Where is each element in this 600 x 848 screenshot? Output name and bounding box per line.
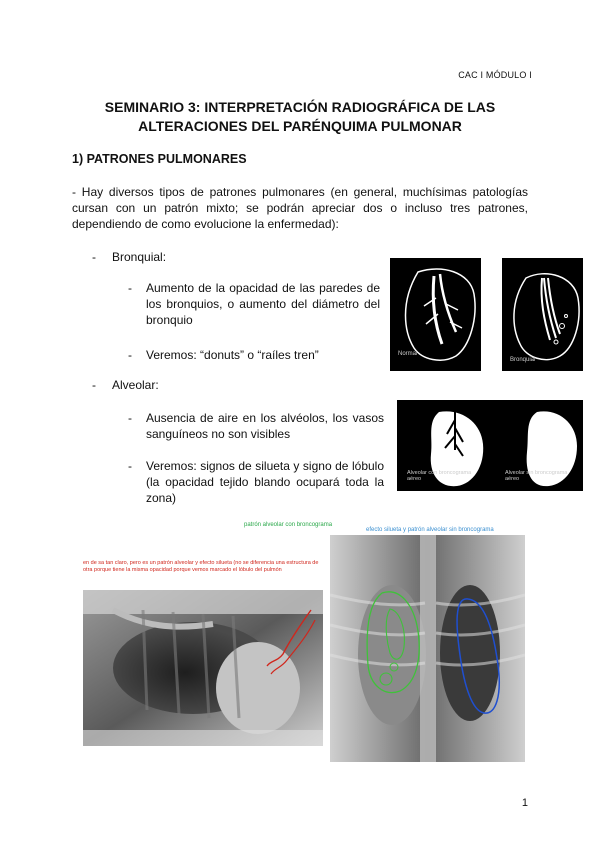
bronquial-point-1: - Aumento de la opacidad de las paredes de los bronquios, o aumento del diámetro del bronquio	[128, 281, 380, 327]
intro-paragraph: - Hay diversos tipos de patrones pulmonares (en general, muchísimas patologías cursan con un patrón mixto; se podrán apreciar dos o incluso tres patrones, dependiendo de como evolucione la enfermedad):	[72, 185, 528, 231]
bullet-dash: -	[92, 250, 96, 264]
thumb-label: Alveolar sin broncograma aéreo	[505, 470, 568, 482]
thumb-normal	[390, 258, 481, 371]
alveolar-point-2: - Veremos: signos de silueta y signo de lóbulo (la opacidad tejido blando ocupará toda la zona)	[128, 459, 384, 505]
lung-outline-bronquial-icon	[502, 258, 583, 371]
bronquial-point-2: - Veremos: “donuts” o “raíles tren”	[128, 347, 380, 363]
pattern-name: Bronquial:	[112, 250, 167, 264]
document-title	[60, 98, 540, 136]
alveolar-point-1: - Ausencia de aire en los alvéolos, los vasos sanguíneos no son visibles	[128, 411, 384, 441]
point-text: Veremos: signos de silueta y signo de lóbulo (la opacidad tejido blando ocupará toda la zona)	[146, 459, 384, 505]
caption-red: en de sa tan claro, pero es un patrón alveolar y efecto silueta (no se diferencia una estructura de otra porque tiene la misma opacidad porque vemos marcado el lóbulo del pulmón	[83, 560, 319, 573]
xray-lateral	[83, 590, 323, 746]
point-text: Ausencia de aire en los alvéolos, los vasos sanguíneos no son visibles	[146, 411, 384, 441]
thumb-label: Bronquial	[510, 357, 536, 363]
caption-green: patrón alveolar con broncograma	[244, 522, 333, 528]
bullet-dash: -	[92, 378, 96, 392]
xray-ventrodorsal	[330, 535, 525, 762]
point-text: Aumento de la opacidad de las paredes de los bronquios, o aumento del diámetro del bronquio	[146, 281, 380, 327]
thumb-label: Normal	[398, 351, 418, 357]
thumb-bronquial	[502, 258, 583, 371]
thumb-alveolar-pair	[397, 400, 583, 491]
xray-vd-image-icon	[330, 535, 525, 762]
section-heading: 1) PATRONES PULMONARES	[72, 152, 247, 166]
caption-blue: efecto silueta y patrón alveolar sin broncograma	[366, 527, 494, 533]
xray-lateral-image-icon	[83, 590, 323, 746]
page-number: 1	[521, 797, 528, 809]
point-text: Veremos: “donuts” o “raíles tren”	[146, 348, 319, 362]
thumb-label: Alveolar con broncograma aéreo	[407, 470, 472, 482]
pattern-name: Alveolar:	[112, 378, 159, 392]
title-line-1: SEMINARIO 3: INTERPRETACIÓN RADIOGRÁFICA DE LAS	[104, 99, 496, 115]
course-header: CAC I MÓDULO I	[458, 70, 532, 80]
title-line-2: ALTERACIONES DEL PARÉNQUIMA PULMONAR	[138, 118, 462, 134]
